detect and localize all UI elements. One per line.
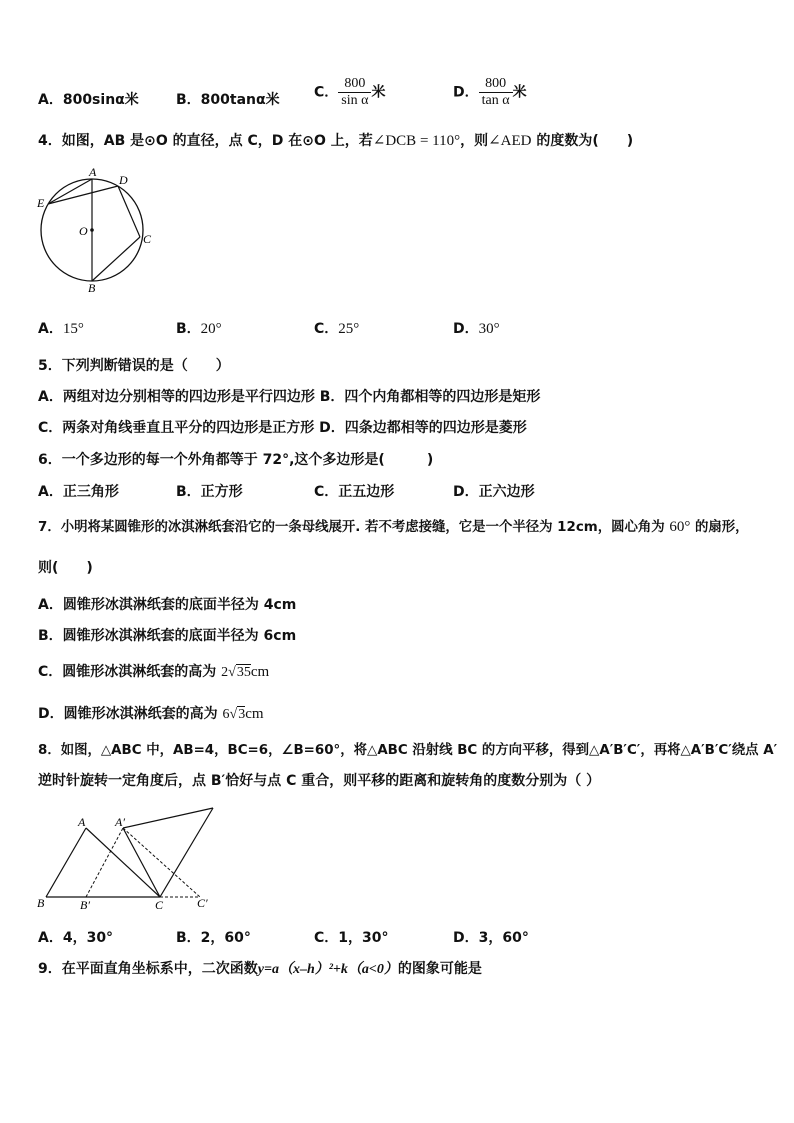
option-value: 30° — [478, 321, 500, 337]
option-value: 25° — [338, 321, 360, 337]
q6-option-c: C．正五边形 — [314, 484, 395, 500]
label-c: C — [155, 898, 164, 912]
q4-option-a — [38, 318, 84, 338]
option-text: D．圆锥形冰淇淋纸套的高为 — [38, 706, 223, 722]
option-value: 15° — [62, 321, 84, 337]
fraction-numerator: 800 — [479, 76, 513, 93]
q3-option-d-unit: 米 — [512, 84, 527, 101]
label-d: D — [119, 173, 128, 187]
q9-stem-part-b: 的图象可能是 — [397, 961, 482, 977]
option-text: C．圆锥形冰淇淋纸套的高为 — [38, 664, 222, 680]
q7-option-b: B．圆锥形冰淇淋纸套的底面半径为 6cm — [38, 628, 297, 644]
q4-option-c — [314, 318, 359, 338]
segment-top-c — [160, 808, 213, 897]
option-unit: cm — [245, 706, 264, 722]
label-c: C — [143, 232, 152, 246]
segment-ba — [46, 828, 86, 897]
center-dot — [90, 228, 94, 232]
q8-option-b: B．2，60° — [176, 930, 251, 946]
option-unit: cm — [250, 664, 270, 680]
q4-stem-part-a: 4．如图，AB 是⊙O 的直径，点 C，D 在⊙O 上，若 — [38, 133, 373, 149]
q7-stem-part-a: 7．小明将某圆锥形的冰淇淋纸套沿它的一条母线展开. 若不考虑接缝，它是一个半径为 12cm，圆心角为 — [38, 520, 670, 535]
q7-angle: 60° — [669, 519, 691, 535]
q9-formula: y=a（x–h）²+k（a<0） — [257, 962, 398, 977]
label-b-prime: B′ — [80, 898, 90, 912]
fraction-denominator: tan α — [481, 93, 510, 108]
q8-translation-figure — [30, 804, 230, 914]
q5-options-ab: A．两组对边分别相等的四边形是平行四边形 B．四个内角都相等的四边形是矩形 — [38, 389, 541, 405]
fraction-denominator: sin α — [341, 93, 369, 108]
option-letter: C． — [314, 321, 339, 337]
q7-option-c — [38, 661, 269, 681]
q8-option-d: D．3，60° — [453, 930, 529, 946]
dashed-b1-a1 — [86, 828, 123, 897]
dashed-a1-c1 — [123, 828, 200, 897]
q3-option-c-fraction — [338, 76, 371, 109]
q8-option-a: A．4，30° — [38, 930, 114, 946]
q3-option-c-unit: 米 — [371, 84, 386, 101]
q7-option-a: A．圆锥形冰淇淋纸套的底面半径为 4cm — [38, 597, 297, 613]
q7-stem-part-b: 的扇形， — [690, 520, 749, 535]
q3-option-c — [314, 76, 385, 109]
radical-coefficient: 6 — [222, 707, 230, 722]
q4-stem-part-b: ，则 — [460, 133, 489, 149]
label-a: A — [78, 815, 86, 829]
radicand: 3 — [238, 707, 246, 722]
q6-stem: 6．一个多边形的每一个外角都等于 72°,这个多边形是( ) — [38, 452, 434, 468]
q4-angle-dcb: ∠DCB = 110° — [372, 133, 461, 149]
q6-option-b: B．正方形 — [176, 484, 243, 500]
segment-ac — [86, 828, 160, 897]
label-o: O — [79, 224, 88, 238]
q4-option-b — [176, 318, 222, 338]
q6-option-a: A．正三角形 — [38, 484, 119, 500]
option-letter: B． — [176, 321, 201, 337]
q4-stem — [38, 130, 633, 150]
q5-options-cd: C．两条对角线垂直且平分的四边形是正方形 D．四条边都相等的四边形是菱形 — [38, 420, 527, 436]
q7-stem-end: 则( ) — [38, 560, 93, 576]
q3-option-c-letter: C． — [314, 84, 339, 101]
q9-stem — [38, 958, 482, 978]
q3-option-b: B．800tanα米 — [176, 92, 280, 108]
q8-stem: 8．如图，△ABC 中，AB=4，BC=6，∠B=60°，将△ABC 沿射线 BC 的方向平移，得到△A′B′C′，再将△A′B′C′绕点 A′ — [38, 743, 778, 758]
q7-option-d — [38, 703, 264, 723]
radical-coefficient: 2 — [221, 665, 229, 680]
q8-option-c: C．1，30° — [314, 930, 389, 946]
segment-ea — [48, 179, 92, 204]
q7-stem — [38, 516, 749, 536]
q3-option-a: A．800sinα米 — [38, 92, 139, 108]
label-a: A — [89, 165, 97, 179]
label-a-prime: A′ — [115, 815, 125, 829]
label-e: E — [37, 196, 45, 210]
q9-stem-part-a: 9．在平面直角坐标系中，二次函数 — [38, 961, 258, 977]
radicand: 35 — [236, 665, 251, 680]
q4-angle-aed: ∠AED — [488, 133, 532, 149]
q3-option-d — [453, 76, 527, 109]
option-letter: A． — [38, 321, 63, 337]
q4-option-d — [453, 318, 500, 338]
option-d-radical: 6√3 — [222, 707, 246, 722]
option-c-radical: 2√35 — [221, 665, 251, 680]
fraction-numerator: 800 — [338, 76, 371, 93]
q8-stem-continued: 逆时针旋转一定角度后，点 B′恰好与点 C 重合，则平移的距离和旋转角的度数分别为（ ） — [38, 773, 601, 789]
label-c-prime: C′ — [197, 896, 208, 910]
q4-circle-figure — [30, 165, 170, 297]
option-value: 20° — [200, 321, 222, 337]
option-letter: D． — [453, 321, 479, 337]
label-b: B — [88, 281, 96, 295]
segment-dc — [118, 186, 140, 237]
q3-option-d-letter: D． — [453, 84, 479, 101]
q3-option-d-fraction — [479, 76, 513, 109]
segment-ed — [48, 186, 118, 204]
label-b: B — [37, 896, 45, 910]
q5-stem: 5．下列判断错误的是（ ） — [38, 358, 230, 374]
q4-stem-part-c: 的度数为( ) — [531, 133, 634, 149]
segment-a1-top — [123, 808, 213, 828]
q6-option-d: D．正六边形 — [453, 484, 535, 500]
segment-a1-c — [123, 828, 160, 897]
